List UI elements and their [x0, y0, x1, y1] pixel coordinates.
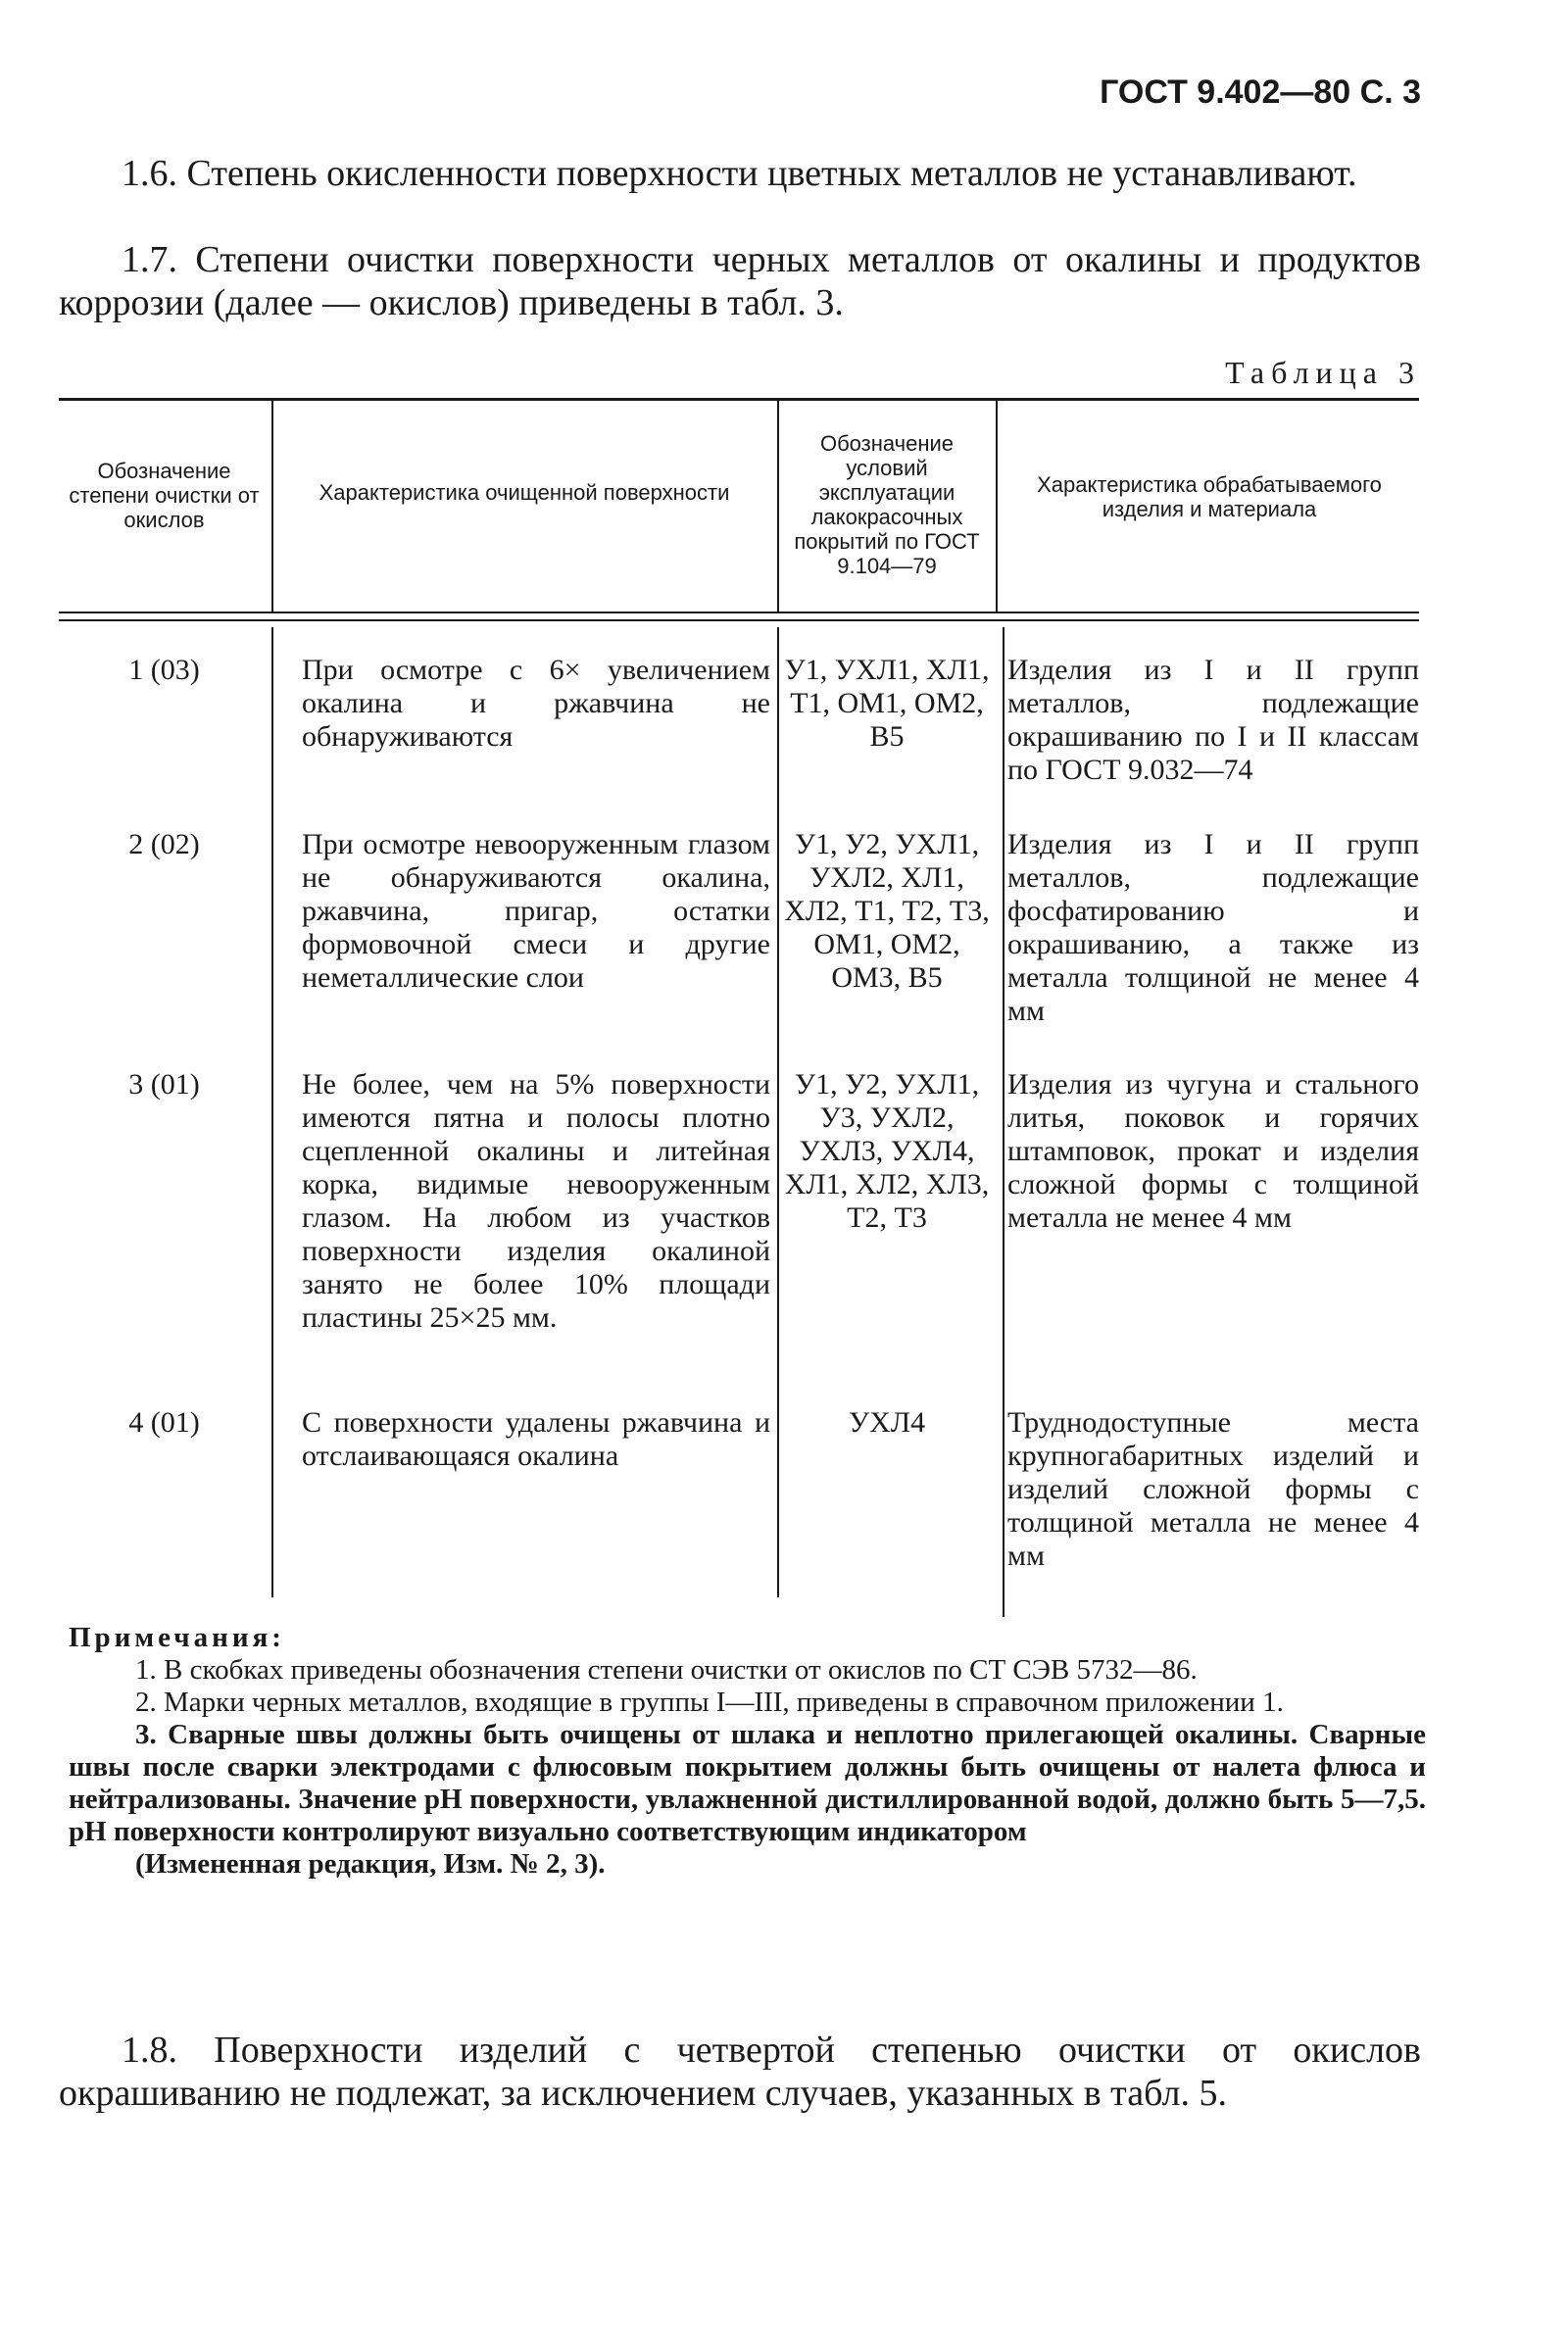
- table-cell-conditions: У1, У2, УХЛ1, У3, УХЛ2, УХЛ3, УХЛ4, ХЛ1, ХЛ2, ХЛ3, Т2, Т3: [784, 1068, 990, 1234]
- table-cell-degree: 3 (01): [128, 1068, 200, 1101]
- note-item: [69, 1687, 1426, 1719]
- table-header-degree: Обозначение степени очистки от окислов: [69, 459, 260, 532]
- table-cell-conditions: У1, УХЛ1, ХЛ1, Т1, ОМ1, ОМ2, В5: [784, 654, 990, 753]
- table-header-conditions: Обозначение условий эксплуатации лакокрасочных покрытий по ГОСТ 9.104—79: [794, 431, 980, 578]
- table-divider: [777, 400, 779, 612]
- note-item: [69, 1719, 1426, 1848]
- document-header: ГОСТ 9.402—80 С. 3: [1100, 73, 1421, 111]
- amendment-note: [69, 1848, 1426, 1881]
- table-cell-surface: При осмотре с 6× увеличением окалина и ржавчина не обнаруживаются: [302, 654, 770, 753]
- table-caption: Таблица 3: [1225, 355, 1421, 390]
- table-cell-degree: 4 (01): [128, 1406, 200, 1439]
- table-divider: [777, 627, 779, 1597]
- paragraph-1-7: [59, 238, 1421, 324]
- table-cell-conditions: У1, У2, УХЛ1, УХЛ2, ХЛ1, ХЛ2, Т1, Т2, Т3, ОМ1, ОМ2, ОМ3, В5: [784, 828, 990, 994]
- note-item-text: 3. Сварные швы должны быть очищены от шлака и неплотно прилегающей окалины. Сварные швы после сварки электродами с флюсовым покрытием должны быть очищены от налета флюса и нейтрализованы. Значение pH поверхности, увлажненной дистиллированной водой, должно быть 5—7,5. pH поверхности контролируют визуально соответствующим индикатором: [69, 1719, 1426, 1847]
- paragraph-1-8: [59, 2029, 1421, 2115]
- paragraph-1-7-text: 1.7. Степени очистки поверхности черных металлов от окалины и продуктов коррозии (далее — окислов) приведены в табл. 3.: [59, 239, 1421, 323]
- note-item-text: 2. Марки черных металлов, входящие в группы I—III, приведены в справочном приложении 1.: [135, 1687, 1284, 1718]
- table-cell-product: Изделия из I и II групп металлов, подлежащие фосфатированию и окрашиванию, а также из металла толщиной не менее 4 мм: [1007, 828, 1419, 1027]
- table-cell-surface: Не более, чем на 5% поверхности имеются пятна и полосы плотно сцепленной окалины и литейная корка, видимые невооруженным глазом. На любом из участков поверхности изделия окалиной занято не более 10% площади пластины 25×25 мм.: [302, 1068, 770, 1334]
- table-cell-product: Изделия из I и II групп металлов, подлежащие окрашиванию по I и II классам по ГОСТ 9.032—74: [1007, 654, 1419, 786]
- table-cell-surface: С поверхности удалены ржавчина и отслаивающаяся окалина: [302, 1406, 770, 1472]
- table-divider: [271, 400, 273, 612]
- table-header-rule-double: [59, 619, 1419, 621]
- amendment-text: (Измененная редакция, Изм. № 2, 3).: [135, 1848, 606, 1880]
- paragraph-1-6: [59, 152, 1421, 195]
- table-cell-degree: 2 (02): [128, 828, 200, 860]
- table-top-rule: [59, 398, 1419, 401]
- note-item-text: 1. В скобках приведены обозначения степени очистки от окислов по СТ СЭВ 5732—86.: [135, 1654, 1198, 1686]
- table-header-product: Характеристика обрабатываемого изделия и материала: [1037, 472, 1382, 521]
- table-cell-degree: 1 (03): [128, 654, 200, 686]
- table-cell-product: Изделия из чугуна и стального литья, поковок и горячих штамповок, прокат и изделия сложной формы с толщиной металла не менее 4 мм: [1007, 1068, 1419, 1234]
- table-divider: [271, 627, 273, 1597]
- table-cell-surface: При осмотре невооруженным глазом не обнаруживаются окалина, ржавчина, пригар, остатки формовочной смеси и другие неметаллические слои: [302, 828, 770, 994]
- table-cell-conditions: УХЛ4: [848, 1406, 926, 1439]
- table-divider: [1003, 627, 1004, 1617]
- table-header-rule: [59, 612, 1419, 613]
- note-item: [69, 1654, 1426, 1687]
- table-header-surface: Характеристика очищенной поверхности: [318, 480, 730, 505]
- notes-section: [69, 1622, 1426, 1881]
- notes-title: Примечания:: [69, 1622, 285, 1653]
- paragraph-1-8-text: 1.8. Поверхности изделий с четвертой степенью очистки от окислов окрашиванию не подлежат, за исключением случаев, указанных в табл. 5.: [59, 2030, 1421, 2114]
- table-divider: [996, 400, 998, 612]
- paragraph-1-6-text: 1.6. Степень окисленности поверхности цветных металлов не устанавливают.: [122, 153, 1357, 194]
- table-cell-product: Труднодоступные места крупногабаритных изделий и изделий сложной формы с толщиной металла не менее 4 мм: [1007, 1406, 1419, 1572]
